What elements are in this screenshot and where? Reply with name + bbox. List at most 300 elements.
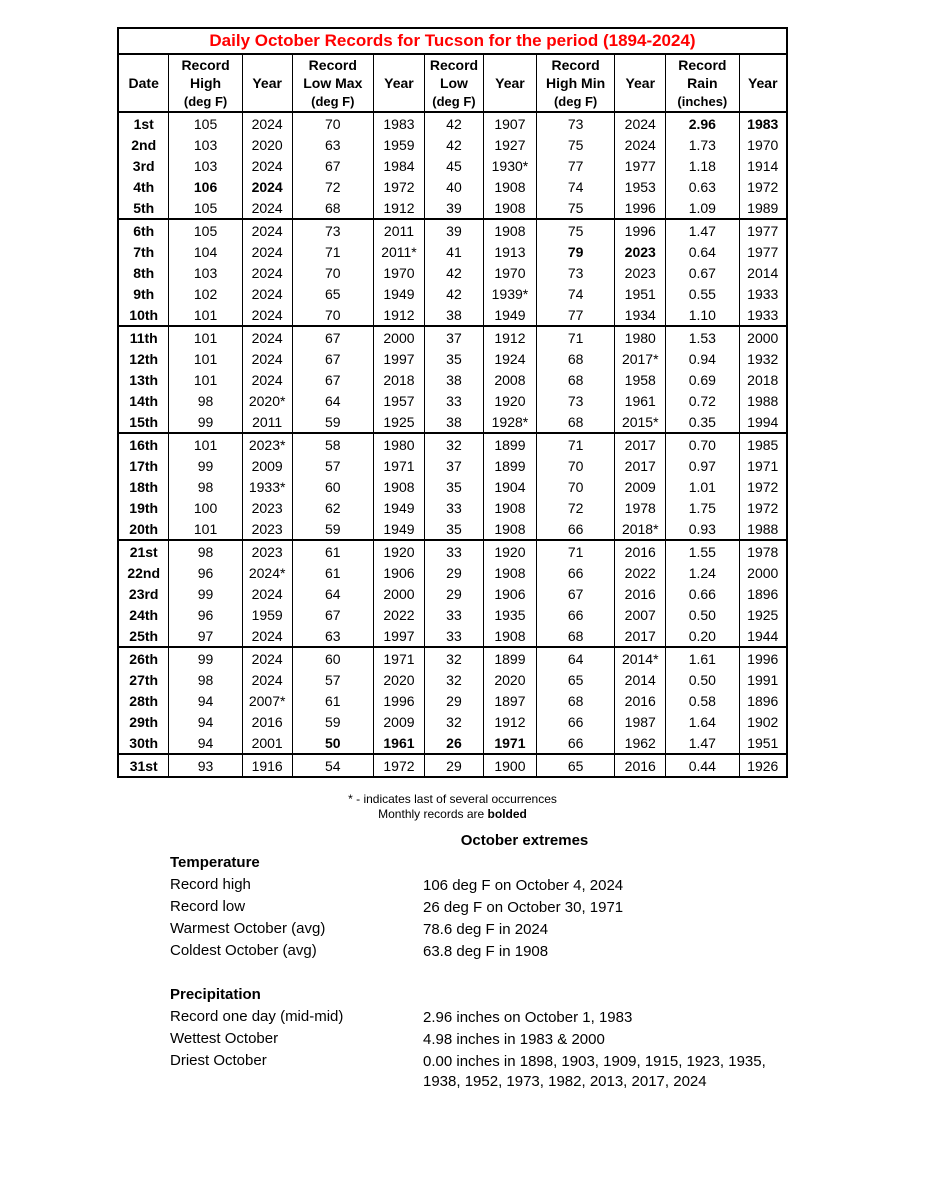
date-cell: 26th bbox=[118, 647, 169, 669]
record-cell: 2024 bbox=[242, 197, 292, 219]
record-cell: 64 bbox=[292, 390, 373, 411]
record-cell: 0.50 bbox=[666, 604, 739, 625]
record-cell: 77 bbox=[536, 304, 614, 326]
record-cell: 1988 bbox=[739, 390, 787, 411]
record-cell: 1970 bbox=[739, 134, 787, 155]
record-cell: 1970 bbox=[374, 262, 425, 283]
record-cell: 2024 bbox=[242, 647, 292, 669]
record-cell: 1896 bbox=[739, 690, 787, 711]
record-cell: 1957 bbox=[374, 390, 425, 411]
record-cell: 1961 bbox=[374, 732, 425, 754]
record-cell: 2.96 bbox=[666, 112, 739, 134]
record-cell: 2023 bbox=[615, 262, 666, 283]
column-header-line: (deg F) bbox=[432, 93, 476, 109]
record-cell: 67 bbox=[536, 583, 614, 604]
table-title: Daily October Records for Tucson for the period (1894-2024) bbox=[118, 28, 787, 54]
table-row bbox=[118, 455, 787, 476]
record-cell: 73 bbox=[536, 390, 614, 411]
record-cell: 98 bbox=[169, 390, 242, 411]
record-cell: 1.53 bbox=[666, 326, 739, 348]
record-cell: 1980 bbox=[615, 326, 666, 348]
record-cell: 101 bbox=[169, 518, 242, 540]
record-cell: 62 bbox=[292, 497, 373, 518]
record-cell: 0.58 bbox=[666, 690, 739, 711]
record-cell: 1927 bbox=[483, 134, 536, 155]
date-cell: 6th bbox=[118, 219, 169, 241]
record-cell: 1971 bbox=[374, 647, 425, 669]
column-header-line: Year bbox=[384, 75, 414, 91]
table-row bbox=[118, 176, 787, 197]
column-header bbox=[292, 54, 373, 112]
record-cell: 2016 bbox=[615, 754, 666, 777]
record-cell: 97 bbox=[169, 625, 242, 647]
record-cell: 67 bbox=[292, 326, 373, 348]
date-cell: 8th bbox=[133, 264, 155, 281]
record-cell: 0.67 bbox=[666, 262, 739, 283]
record-cell: 32 bbox=[424, 433, 483, 455]
record-cell: 0.20 bbox=[666, 625, 739, 647]
record-cell: 2024 bbox=[242, 348, 292, 369]
record-cell: 1908 bbox=[483, 219, 536, 241]
record-cell: 50 bbox=[292, 732, 373, 754]
record-cell: 2014 bbox=[615, 669, 666, 690]
record-cell: 1928* bbox=[483, 411, 536, 433]
record-cell: 77 bbox=[536, 155, 614, 176]
date-cell: 27th bbox=[129, 671, 159, 688]
record-cell: 2024 bbox=[242, 326, 292, 348]
record-cell: 94 bbox=[169, 690, 242, 711]
record-cell: 2022 bbox=[374, 604, 425, 625]
record-cell: 39 bbox=[424, 219, 483, 241]
record-cell: 1978 bbox=[615, 497, 666, 518]
date-cell: 22nd bbox=[127, 564, 161, 581]
date-cell: 21st bbox=[118, 540, 169, 562]
record-cell: 102 bbox=[169, 283, 242, 304]
record-cell: 42 bbox=[424, 112, 483, 134]
record-cell: 63 bbox=[292, 134, 373, 155]
record-cell: 66 bbox=[536, 711, 614, 732]
record-cell: 2009 bbox=[615, 476, 666, 497]
record-cell: 0.70 bbox=[666, 433, 739, 455]
extreme-label: Driest October bbox=[170, 1052, 267, 1069]
table-row bbox=[118, 304, 787, 326]
extreme-value: 2.96 inches on October 1, 1983 bbox=[423, 1009, 633, 1026]
record-cell: 0.72 bbox=[666, 390, 739, 411]
record-cell: 68 bbox=[536, 690, 614, 711]
record-cell: 1899 bbox=[483, 455, 536, 476]
record-cell: 2017 bbox=[615, 433, 666, 455]
record-cell: 1.47 bbox=[666, 732, 739, 754]
record-cell: 1933 bbox=[739, 304, 787, 326]
record-cell: 1906 bbox=[374, 562, 425, 583]
column-header-line: (deg F) bbox=[553, 93, 598, 109]
column-header-line: High Min bbox=[546, 74, 606, 91]
extreme-value-continued: 1938, 1952, 1973, 1982, 2013, 2017, 2024 bbox=[423, 1073, 707, 1090]
record-cell: 1996 bbox=[615, 219, 666, 241]
record-cell: 67 bbox=[292, 604, 373, 625]
column-header-line: Year bbox=[495, 75, 525, 91]
record-cell: 0.44 bbox=[666, 754, 739, 777]
record-cell: 2023* bbox=[242, 433, 292, 455]
record-cell: 2016 bbox=[615, 583, 666, 604]
record-cell: 1908 bbox=[483, 518, 536, 540]
record-cell: 2018 bbox=[374, 369, 425, 390]
record-cell: 0.63 bbox=[666, 176, 739, 197]
date-cell: 1st bbox=[118, 112, 169, 134]
record-cell: 1.64 bbox=[666, 711, 739, 732]
extreme-value: 0.00 inches in 1898, 1903, 1909, 1915, 1923, 1935, bbox=[423, 1053, 766, 1070]
column-header-line: Rain bbox=[687, 74, 718, 91]
record-cell: 1912 bbox=[483, 711, 536, 732]
table-row bbox=[118, 283, 787, 304]
table-row bbox=[118, 134, 787, 155]
date-cell: 10th bbox=[129, 306, 159, 323]
table-row bbox=[118, 326, 787, 348]
date-cell: 16th bbox=[118, 433, 169, 455]
record-cell: 1.24 bbox=[666, 562, 739, 583]
record-cell: 1994 bbox=[739, 411, 787, 433]
record-cell: 1997 bbox=[374, 625, 425, 647]
record-cell: 35 bbox=[424, 476, 483, 497]
record-cell: 1988 bbox=[739, 518, 787, 540]
date-cell: 12th bbox=[129, 350, 159, 367]
record-cell: 33 bbox=[424, 625, 483, 647]
record-cell: 70 bbox=[292, 112, 373, 134]
record-cell: 2024 bbox=[242, 583, 292, 604]
record-cell: 1996 bbox=[374, 690, 425, 711]
record-cell: 39 bbox=[424, 197, 483, 219]
record-cell: 61 bbox=[292, 690, 373, 711]
date-cell: 23rd bbox=[128, 585, 159, 602]
column-header-line: Low Max bbox=[303, 74, 363, 91]
record-cell: 101 bbox=[169, 433, 242, 455]
record-cell: 2024 bbox=[242, 283, 292, 304]
record-cell: 2017* bbox=[615, 348, 666, 369]
date-cell: 14th bbox=[129, 392, 159, 409]
record-cell: 70 bbox=[292, 304, 373, 326]
record-cell: 2001 bbox=[242, 732, 292, 754]
record-cell: 2009 bbox=[374, 711, 425, 732]
bolded-note-word: bolded bbox=[487, 807, 527, 821]
column-header bbox=[615, 54, 666, 112]
record-cell: 2017 bbox=[615, 625, 666, 647]
record-cell: 37 bbox=[424, 455, 483, 476]
record-cell: 26 bbox=[424, 732, 483, 754]
record-cell: 98 bbox=[169, 540, 242, 562]
record-cell: 2000 bbox=[739, 326, 787, 348]
record-cell: 61 bbox=[292, 540, 373, 562]
date-cell: 7th bbox=[133, 243, 155, 260]
date-cell: 17th bbox=[129, 457, 159, 474]
record-cell: 66 bbox=[536, 604, 614, 625]
date-cell: 3rd bbox=[132, 157, 155, 174]
record-cell: 2024 bbox=[242, 155, 292, 176]
record-cell: 71 bbox=[536, 433, 614, 455]
record-cell: 0.66 bbox=[666, 583, 739, 604]
date-cell: 18th bbox=[129, 478, 159, 495]
record-cell: 61 bbox=[292, 562, 373, 583]
record-cell: 1953 bbox=[615, 176, 666, 197]
record-cell: 2024 bbox=[242, 369, 292, 390]
extreme-label: Record high bbox=[170, 876, 251, 893]
record-cell: 67 bbox=[292, 348, 373, 369]
record-cell: 1920 bbox=[483, 540, 536, 562]
record-cell: 96 bbox=[169, 604, 242, 625]
table-row bbox=[118, 433, 787, 455]
extreme-value: 106 deg F on October 4, 2024 bbox=[423, 877, 624, 894]
table-row bbox=[118, 369, 787, 390]
record-cell: 1989 bbox=[739, 197, 787, 219]
record-cell: 2008 bbox=[483, 369, 536, 390]
record-cell: 1.18 bbox=[666, 155, 739, 176]
record-cell: 71 bbox=[292, 241, 373, 262]
table-row bbox=[118, 476, 787, 497]
record-cell: 101 bbox=[169, 348, 242, 369]
record-cell: 101 bbox=[169, 369, 242, 390]
table-row bbox=[118, 241, 787, 262]
record-cell: 79 bbox=[536, 241, 614, 262]
record-cell: 1912 bbox=[374, 197, 425, 219]
record-cell: 0.50 bbox=[666, 669, 739, 690]
record-cell: 68 bbox=[536, 625, 614, 647]
table-row bbox=[118, 732, 787, 754]
record-cell: 1987 bbox=[615, 711, 666, 732]
record-cell: 1.10 bbox=[666, 304, 739, 326]
record-cell: 1925 bbox=[374, 411, 425, 433]
record-cell: 59 bbox=[292, 518, 373, 540]
column-header-line: Date bbox=[128, 75, 159, 91]
record-cell: 1908 bbox=[483, 176, 536, 197]
date-cell: 2nd bbox=[131, 136, 157, 153]
record-cell: 0.35 bbox=[666, 411, 739, 433]
record-cell: 2023 bbox=[615, 241, 666, 262]
record-cell: 33 bbox=[424, 390, 483, 411]
record-cell: 1971 bbox=[739, 455, 787, 476]
column-header-line: (deg F) bbox=[311, 93, 355, 109]
record-cell: 1972 bbox=[374, 176, 425, 197]
extreme-value: 78.6 deg F in 2024 bbox=[423, 921, 549, 938]
column-header bbox=[118, 54, 169, 112]
record-cell: 64 bbox=[536, 647, 614, 669]
record-cell: 105 bbox=[169, 219, 242, 241]
table-row bbox=[118, 518, 787, 540]
record-cell: 1962 bbox=[615, 732, 666, 754]
record-cell: 60 bbox=[292, 476, 373, 497]
record-cell: 2024 bbox=[242, 625, 292, 647]
record-cell: 1977 bbox=[739, 219, 787, 241]
temperature-heading: Temperature bbox=[170, 854, 260, 871]
date-cell: 9th bbox=[133, 285, 155, 302]
record-cell: 1980 bbox=[374, 433, 425, 455]
precipitation-heading: Precipitation bbox=[170, 986, 261, 1003]
record-cell: 1970 bbox=[483, 262, 536, 283]
record-cell: 32 bbox=[424, 669, 483, 690]
record-cell: 2016 bbox=[242, 711, 292, 732]
table-row bbox=[118, 155, 787, 176]
record-cell: 1897 bbox=[483, 690, 536, 711]
record-cell: 57 bbox=[292, 455, 373, 476]
column-header-line: Record bbox=[551, 56, 600, 73]
record-cell: 59 bbox=[292, 711, 373, 732]
record-cell: 1996 bbox=[615, 197, 666, 219]
record-cell: 2024 bbox=[242, 241, 292, 262]
record-cell: 1930* bbox=[483, 155, 536, 176]
record-cell: 101 bbox=[169, 304, 242, 326]
record-cell: 2017 bbox=[615, 455, 666, 476]
record-cell: 70 bbox=[536, 455, 614, 476]
column-header bbox=[242, 54, 292, 112]
record-cell: 1949 bbox=[483, 304, 536, 326]
table-row bbox=[118, 647, 787, 669]
record-cell: 1958 bbox=[615, 369, 666, 390]
extreme-value: 63.8 deg F in 1908 bbox=[423, 943, 549, 960]
record-cell: 1977 bbox=[739, 241, 787, 262]
record-cell: 1920 bbox=[483, 390, 536, 411]
record-cell: 1949 bbox=[374, 283, 425, 304]
record-cell: 1972 bbox=[739, 497, 787, 518]
records-table bbox=[117, 27, 788, 778]
record-cell: 1908 bbox=[374, 476, 425, 497]
record-cell: 2020 bbox=[242, 134, 292, 155]
record-cell: 103 bbox=[169, 262, 242, 283]
record-cell: 1997 bbox=[374, 348, 425, 369]
record-cell: 1959 bbox=[374, 134, 425, 155]
record-cell: 1983 bbox=[739, 112, 787, 134]
record-cell: 0.94 bbox=[666, 348, 739, 369]
record-cell: 99 bbox=[169, 647, 242, 669]
record-cell: 1908 bbox=[483, 562, 536, 583]
table-row bbox=[118, 262, 787, 283]
extreme-label: Coldest October (avg) bbox=[170, 942, 317, 959]
record-cell: 1899 bbox=[483, 647, 536, 669]
record-cell: 29 bbox=[424, 562, 483, 583]
record-cell: 1984 bbox=[374, 155, 425, 176]
record-cell: 75 bbox=[536, 197, 614, 219]
record-cell: 1926 bbox=[739, 754, 787, 777]
record-cell: 104 bbox=[169, 241, 242, 262]
record-cell: 1900 bbox=[483, 754, 536, 777]
record-cell: 68 bbox=[292, 197, 373, 219]
record-cell: 96 bbox=[169, 562, 242, 583]
record-cell: 1912 bbox=[483, 326, 536, 348]
table-row bbox=[118, 583, 787, 604]
column-header-line: Low bbox=[439, 74, 468, 91]
record-cell: 40 bbox=[424, 176, 483, 197]
record-cell: 1906 bbox=[483, 583, 536, 604]
record-cell: 105 bbox=[169, 112, 242, 134]
record-cell: 75 bbox=[536, 134, 614, 155]
record-cell: 2022 bbox=[615, 562, 666, 583]
column-header-line: High bbox=[190, 74, 222, 91]
record-cell: 0.93 bbox=[666, 518, 739, 540]
date-cell: 15th bbox=[129, 413, 159, 430]
record-cell: 105 bbox=[169, 197, 242, 219]
record-cell: 101 bbox=[169, 326, 242, 348]
date-cell: 29th bbox=[129, 713, 159, 730]
record-cell: 94 bbox=[169, 732, 242, 754]
extreme-label: Record low bbox=[170, 898, 246, 915]
record-cell: 1971 bbox=[374, 455, 425, 476]
record-cell: 73 bbox=[536, 112, 614, 134]
record-cell: 1.01 bbox=[666, 476, 739, 497]
record-cell: 33 bbox=[424, 540, 483, 562]
record-cell: 1912 bbox=[374, 304, 425, 326]
record-cell: 68 bbox=[536, 348, 614, 369]
date-cell: 5th bbox=[133, 199, 155, 216]
column-header bbox=[666, 54, 739, 112]
records-body bbox=[118, 112, 787, 777]
column-header bbox=[739, 54, 787, 112]
record-cell: 41 bbox=[424, 241, 483, 262]
record-cell: 1.61 bbox=[666, 647, 739, 669]
table-row bbox=[118, 390, 787, 411]
column-header-line: Record bbox=[181, 56, 230, 73]
extreme-label: Wettest October bbox=[170, 1030, 279, 1047]
record-cell: 66 bbox=[536, 562, 614, 583]
record-cell: 103 bbox=[169, 134, 242, 155]
record-cell: 1904 bbox=[483, 476, 536, 497]
record-cell: 72 bbox=[536, 497, 614, 518]
bolded-note-prefix: Monthly records are bbox=[378, 807, 488, 821]
record-cell: 0.64 bbox=[666, 241, 739, 262]
record-cell: 94 bbox=[169, 711, 242, 732]
record-cell: 99 bbox=[169, 455, 242, 476]
record-cell: 29 bbox=[424, 690, 483, 711]
column-header-line: (deg F) bbox=[183, 93, 228, 109]
column-header bbox=[169, 54, 242, 112]
record-cell: 65 bbox=[536, 669, 614, 690]
record-cell: 42 bbox=[424, 134, 483, 155]
record-cell: 2011* bbox=[374, 241, 425, 262]
record-cell: 1972 bbox=[374, 754, 425, 777]
record-cell: 1972 bbox=[739, 476, 787, 497]
record-cell: 68 bbox=[536, 411, 614, 433]
table-row bbox=[118, 625, 787, 647]
record-cell: 2007 bbox=[615, 604, 666, 625]
record-cell: 2023 bbox=[242, 497, 292, 518]
record-cell: 2020* bbox=[242, 390, 292, 411]
record-cell: 37 bbox=[424, 326, 483, 348]
record-cell: 2024 bbox=[242, 669, 292, 690]
record-cell: 32 bbox=[424, 647, 483, 669]
table-row bbox=[118, 348, 787, 369]
record-cell: 54 bbox=[292, 754, 373, 777]
record-cell: 2024 bbox=[242, 262, 292, 283]
table-row bbox=[118, 411, 787, 433]
record-cell: 38 bbox=[424, 369, 483, 390]
record-cell: 33 bbox=[424, 497, 483, 518]
record-cell: 66 bbox=[536, 732, 614, 754]
table-row bbox=[118, 112, 787, 134]
record-cell: 1972 bbox=[739, 176, 787, 197]
record-cell: 65 bbox=[536, 754, 614, 777]
table-row bbox=[118, 497, 787, 518]
date-cell: 20th bbox=[129, 520, 159, 537]
record-cell: 0.55 bbox=[666, 283, 739, 304]
record-cell: 42 bbox=[424, 262, 483, 283]
column-header-line: Record bbox=[308, 56, 357, 73]
date-cell: 28th bbox=[129, 692, 159, 709]
record-cell: 1978 bbox=[739, 540, 787, 562]
record-cell: 71 bbox=[536, 326, 614, 348]
bolded-note bbox=[117, 807, 788, 821]
record-cell: 45 bbox=[424, 155, 483, 176]
date-cell: 25th bbox=[129, 627, 159, 644]
record-cell: 2024 bbox=[615, 134, 666, 155]
record-cell: 67 bbox=[292, 369, 373, 390]
header-row bbox=[118, 54, 787, 112]
record-cell: 68 bbox=[536, 369, 614, 390]
